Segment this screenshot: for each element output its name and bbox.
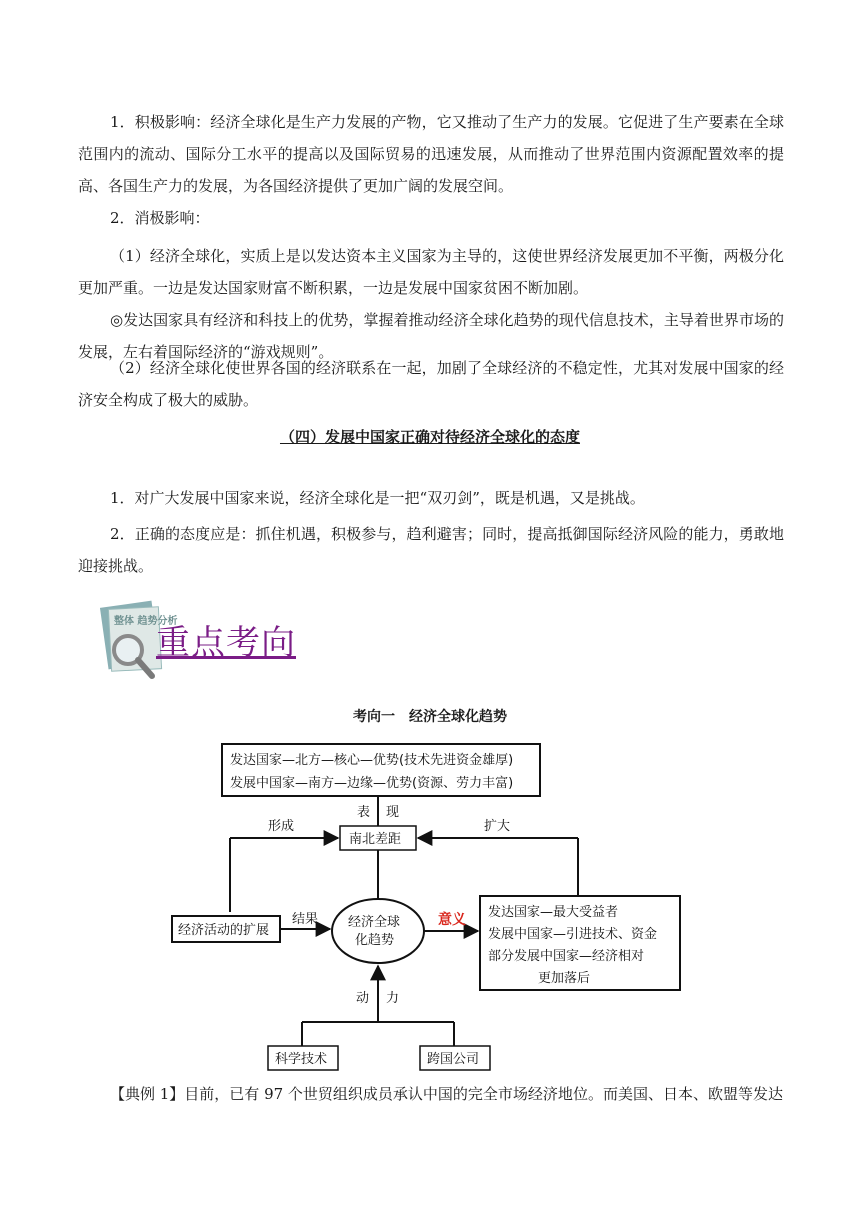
center-line2: 化趋势 — [355, 933, 395, 948]
right-line2: 发展中国家—引进技术、资金 — [488, 927, 658, 942]
kuaguo-label: 跨国公司 — [427, 1052, 480, 1067]
center-line1: 经济全球 — [348, 915, 401, 930]
section-banner-title: 重点考向 — [156, 623, 296, 663]
paragraph-correct-attitude: 2．正确的态度应是：抓住机遇，积极参与，趋利避害；同时，提高抵御国际经济风险的能力，勇敢地迎接挑战。 — [78, 525, 784, 575]
nanbei-label: 南北差距 — [349, 832, 402, 847]
globalization-concept-diagram — [160, 740, 720, 1076]
paragraph-negative-impact-1: （1）经济全球化，实质上是以发达资本主义国家为主导的，这使世界经济发展更加不平衡，两极分化更加严重。一边是发达国家财富不断积累，一边是发展中国家贫困不断加剧。 — [78, 247, 784, 297]
paragraph-negative-impact-title: 2．消极影响： — [110, 209, 210, 227]
keji-label: 科学技术 — [275, 1052, 328, 1067]
label-li: 力 — [386, 991, 400, 1006]
svg-text:整体 趋势分析: 整体 趋势分析 — [114, 616, 178, 627]
paragraph-positive-impact: 1．积极影响：经济全球化是生产力发展的产物，它又推动了生产力的发展。它促进了生产要素在全球范围内的流动、国际分工水平的提高以及国际贸易的迅速发展，从而推动了世界范围内资源配置效率的提高、各国生产力的发展，为各国经济提供了更加广阔的发展空间。 — [78, 113, 784, 195]
label-jieguo: 结果 — [292, 912, 319, 927]
label-xian: 现 — [386, 805, 400, 820]
right-line4: 更加落后 — [538, 971, 591, 986]
diagram-subtitle: 考向一 经济全球化趋势 — [353, 709, 507, 725]
example-paragraph: 【典例 1】目前，已有 97 个世贸组织成员承认中国的完全市场经济地位。而美国、日本、欧盟等发达 — [110, 1085, 783, 1103]
section-heading-attitude: （四）发展中国家正确对待经济全球化的态度 — [279, 428, 580, 446]
right-line3: 部分发展中国家—经济相对 — [488, 949, 645, 964]
left-box-label: 经济活动的扩展 — [178, 923, 270, 938]
paragraph-developed-advantage: ◎发达国家具有经济和科技上的优势，掌握着推动经济全球化趋势的现代信息技术，主导着世界市场的发展，左右着国际经济的“游戏规则”。 — [78, 311, 784, 361]
label-dong: 动 — [356, 991, 370, 1006]
top-box-line1: 发达国家—北方—核心—优势(技术先进资金雄厚) — [230, 753, 514, 768]
paragraph-double-edged-sword: 1．对广大发展中国家来说，经济全球化是一把“双刃剑”，既是机遇，又是挑战。 — [110, 489, 645, 507]
label-biao: 表 — [357, 805, 371, 820]
label-xingcheng: 形成 — [268, 819, 295, 834]
label-kuoda: 扩大 — [484, 819, 511, 834]
label-yiyi: 意义 — [438, 912, 466, 928]
right-line1: 发达国家—最大受益者 — [488, 905, 619, 920]
paragraph-negative-impact-2: （2）经济全球化使世界各国的经济联系在一起，加剧了全球经济的不稳定性，尤其对发展中国家的经济安全构成了极大的威胁。 — [78, 359, 784, 409]
center-ellipse — [332, 899, 424, 963]
top-box-line2: 发展中国家—南方—边缘—优势(资源、劳力丰富) — [230, 776, 514, 791]
